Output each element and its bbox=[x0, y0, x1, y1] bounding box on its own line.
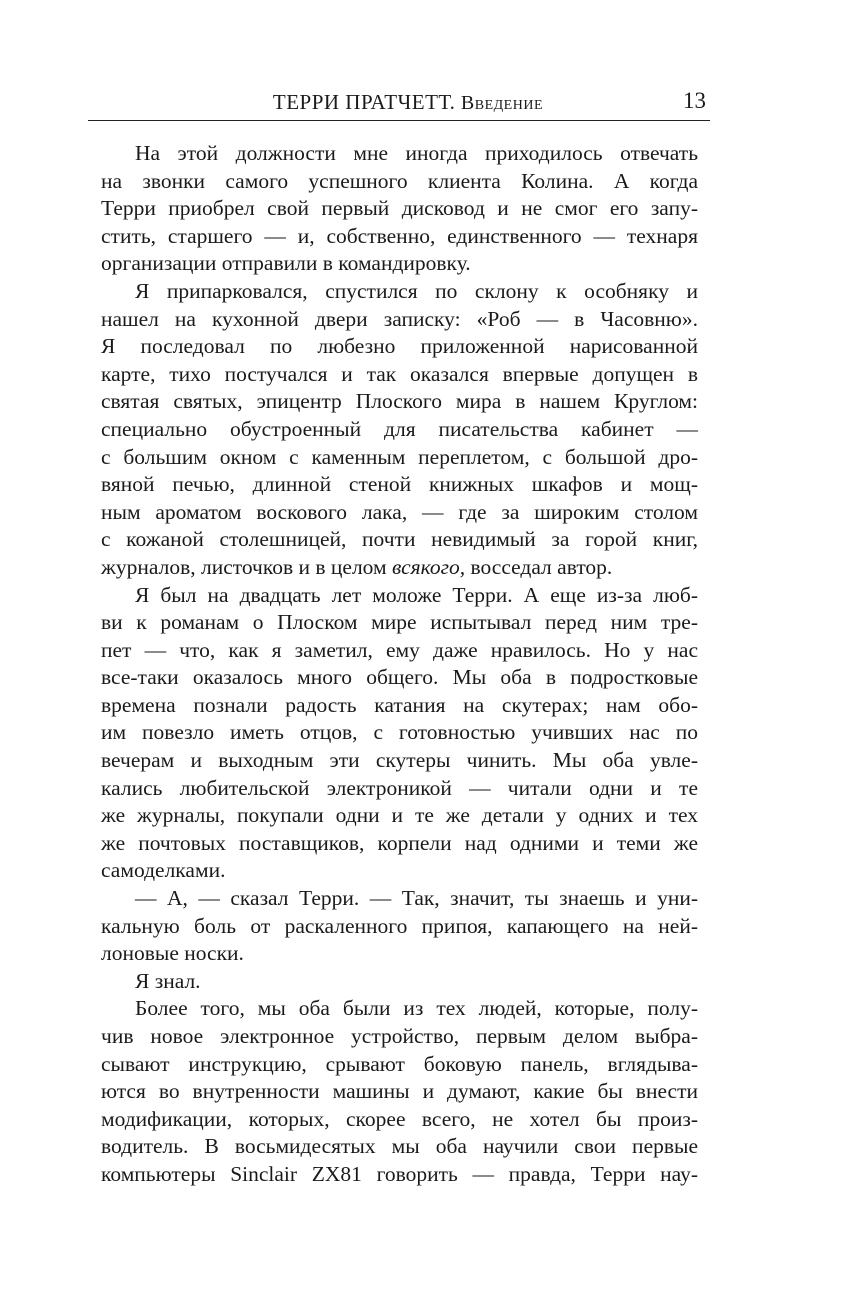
paragraph-1 bbox=[101, 140, 698, 278]
text-line: ным ароматом воскового лака, — где за широким столом bbox=[101, 499, 698, 524]
text-line: — А, — сказал Терри. — Так, значит, ты знаешь и уни- bbox=[135, 886, 698, 911]
text-line: кались любительской электроникой — читали одни и те bbox=[101, 775, 698, 800]
paragraph-5 bbox=[101, 968, 698, 996]
text-line: ются во внутренности машины и думают, какие бы внести bbox=[101, 1079, 698, 1104]
text-run: восседал автор. bbox=[465, 554, 613, 579]
text-line: нашел на кухонной двери записку: «Роб — в Часовню». bbox=[101, 306, 698, 331]
text-line: с кожаной столешницей, почти невидимый за горой книг, bbox=[101, 527, 698, 552]
paragraph-3 bbox=[101, 582, 698, 886]
italic-word: всякого, bbox=[392, 554, 466, 579]
running-head-title bbox=[273, 90, 543, 115]
text-line: сывают инструкцию, срывают боковую панель, вглядыва- bbox=[101, 1051, 698, 1076]
running-head bbox=[88, 86, 710, 121]
running-head-author: ТЕРРИ ПРАТЧЕТТ. bbox=[272, 90, 456, 114]
text-line: Я знал. bbox=[135, 968, 201, 993]
text-run: журналов, листочков и в целом bbox=[101, 554, 393, 579]
text-line: организации отправили в командировку. bbox=[101, 251, 471, 276]
body-text bbox=[101, 140, 698, 1189]
text-line: специально обустроенный для писательства кабинет — bbox=[101, 416, 698, 441]
text-line: компьютеры Sinclair ZX81 говорить — правда, Терри нау- bbox=[101, 1161, 698, 1186]
text-line: все-таки оказалось много общего. Мы оба в подростковые bbox=[101, 665, 698, 690]
page-number: 13 bbox=[683, 88, 706, 113]
text-line bbox=[101, 554, 698, 582]
text-line: стить, старшего — и, собственно, единственного — технаря bbox=[101, 223, 698, 248]
text-line: модификации, которых, скорее всего, не хотел бы произ- bbox=[101, 1106, 698, 1131]
text-line: с большим окном с каменным переплетом, с большой дро- bbox=[101, 444, 698, 469]
text-line: Терри приобрел свой первый дисковод и не смог его запу- bbox=[101, 196, 698, 221]
text-line: ви к романам о Плоском мире испытывал перед ним тре- bbox=[101, 610, 698, 635]
text-line: на звонки самого успешного клиента Колина. А когда bbox=[101, 168, 698, 193]
running-head-chapter: Введение bbox=[460, 92, 543, 114]
text-line: же почтовых поставщиков, корпели над одними и теми же bbox=[101, 830, 698, 855]
text-line: Более того, мы оба были из тех людей, которые, полу- bbox=[135, 996, 698, 1021]
text-line: Я последовал по любезно приложенной нарисованной bbox=[101, 334, 698, 359]
text-line: им повезло иметь отцов, с готовностью учивших нас по bbox=[101, 720, 698, 745]
text-line: пет — что, как я заметил, ему даже нравилось. Но у нас bbox=[101, 637, 698, 662]
paragraph-4 bbox=[101, 885, 698, 968]
text-line: водитель. В восьмидесятых мы оба научили свои первые bbox=[101, 1134, 698, 1159]
text-line: Я припарковался, спустился по склону к особняку и bbox=[135, 278, 698, 303]
paragraph-6 bbox=[101, 995, 698, 1188]
text-line: времена познали радость катания на скутерах; нам обо- bbox=[101, 692, 698, 717]
text-line: вечерам и выходным эти скутеры чинить. Мы оба увле- bbox=[101, 748, 698, 773]
text-line: карте, тихо постучался и так оказался впервые допущен в bbox=[101, 361, 698, 386]
text-line: На этой должности мне иногда приходилось отвечать bbox=[135, 141, 698, 165]
text-line: кальную боль от раскаленного припоя, капающего на ней- bbox=[101, 913, 698, 938]
text-line: чив новое электронное устройство, первым делом выбра- bbox=[101, 1024, 698, 1048]
text-line: Я был на двадцать лет моложе Терри. А еще из-за люб- bbox=[135, 582, 698, 607]
text-line: самоделками. bbox=[101, 858, 226, 883]
text-line: лоновые носки. bbox=[101, 941, 244, 966]
text-line: святая святых, эпицентр Плоского мира в нашем Круглом: bbox=[101, 389, 698, 414]
paragraph-2 bbox=[101, 278, 698, 582]
text-line: же журналы, покупали одни и те же детали у одних и тех bbox=[101, 803, 698, 828]
text-line: вяной печью, длинной стеной книжных шкафов и мощ- bbox=[101, 472, 698, 497]
